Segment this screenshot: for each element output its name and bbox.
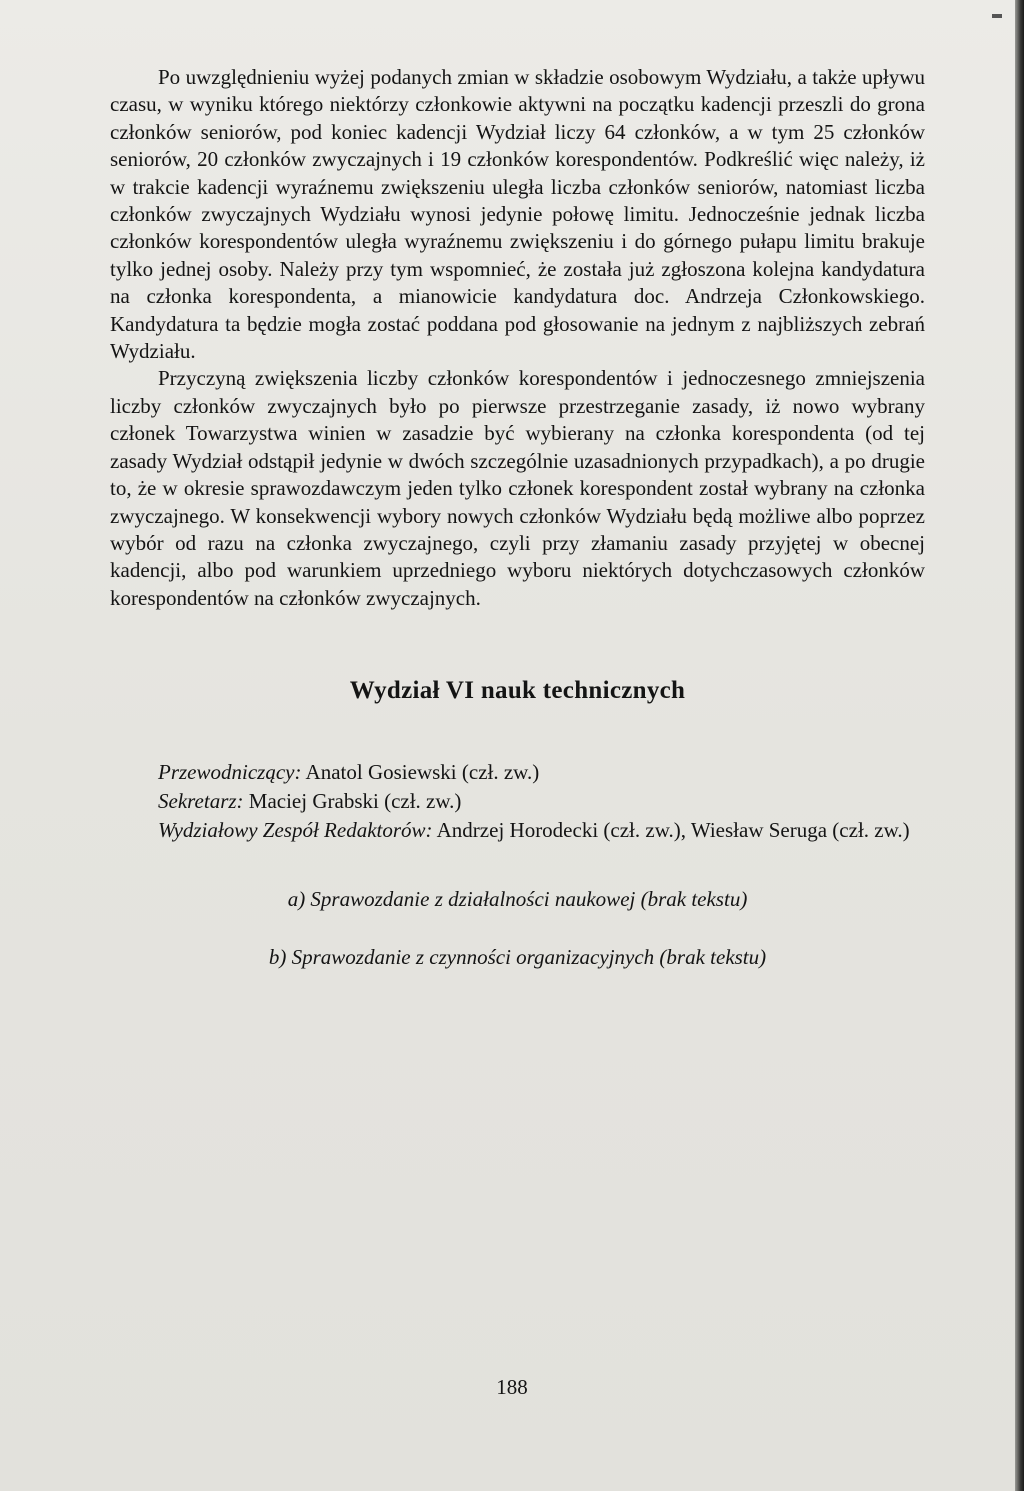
staff-secretary-value: Maciej Grabski (czł. zw.) xyxy=(243,789,462,814)
staff-secretary xyxy=(110,787,925,816)
staff-chair-label: Przewodniczący: xyxy=(158,760,302,785)
staff-chair xyxy=(110,758,925,787)
staff-editors-label: Wydziałowy Zespół Redaktorów: xyxy=(158,818,433,843)
page-content xyxy=(110,64,925,971)
staff-editors-value: Andrzej Horodecki (czł. zw.), Wiesław Seruga (czł. zw.) xyxy=(432,818,910,843)
scan-mark xyxy=(992,14,1002,18)
staff-secretary-label: Sekretarz: xyxy=(158,789,244,814)
subheading-scientific-report: a) Sprawozdanie z działalności naukowej (brak tekstu) xyxy=(287,887,748,912)
paragraph-membership-summary: Po uwzględnieniu wyżej podanych zmian w składzie osobowym Wydziału, a także upływu czasu, w wyniku którego niektórzy członkowie aktywni na początku kadencji przeszli do grona członków seniorów, pod koniec kadencji Wydział liczy 64 członków, a w tym 25 członków seniorów, 20 członków zwyczajnych i 19 członków korespondentów. Podkreślić więc należy, iż w trakcie kadencji wyraźnemu zwiększeniu uległa liczba członków seniorów, natomiast liczba członków zwyczajnych Wydziału wynosi jedynie połowę limitu. Jednocześnie jednak liczba członków korespondentów uległa wyraźnemu zwiększeniu i do górnego pułapu limitu brakuje tylko jednej osoby. Należy przy tym wspomnieć, że została już zgłoszona kolejna kandydatura na członka korespondenta, a mianowicie kandydatura doc. Andrzeja Członkowskiego. Kandydatura ta będzie mogła zostać poddana pod głosowanie na jednym z najbliższych zebrań Wydziału. xyxy=(110,65,925,364)
section-title: Wydział VI nauk technicznych xyxy=(349,677,686,705)
page-edge-shadow xyxy=(1015,0,1024,1491)
staff-chair-value: Anatol Gosiewski (czł. zw.) xyxy=(301,760,540,785)
paragraph-membership-reasons: Przyczyną zwiększenia liczby członków korespondentów i jednoczesnego zmniejszenia liczby członków zwyczajnych było po pierwsze przestrzeganie zasady, iż nowo wybrany członek Towarzystwa winien w zasadzie być wybierany na członka korespondenta (od tej zasady Wydział odstąpił jedynie w dwóch szczególnie uzasadnionych przypadkach), a po drugie to, że w okresie sprawozdawczym jeden tylko członek korespondent został wybrany na członka zwyczajnego. W konsekwencji wybory nowych członków Wydziału będą możliwe albo poprzez wybór od razu na członka zwyczajnego, czyli przy złamaniu zasady przyjętej w obecnej kadencji, albo pod warunkiem uprzedniego wyboru niektórych dotychczasowych członków korespondentów na członków zwyczajnych. xyxy=(110,366,925,610)
page-number: 188 xyxy=(496,1375,528,1399)
division-staff xyxy=(110,758,925,845)
staff-editors xyxy=(110,816,925,845)
subheading-organizational-report: b) Sprawozdanie z czynności organizacyjnych (brak tekstu) xyxy=(268,945,767,970)
